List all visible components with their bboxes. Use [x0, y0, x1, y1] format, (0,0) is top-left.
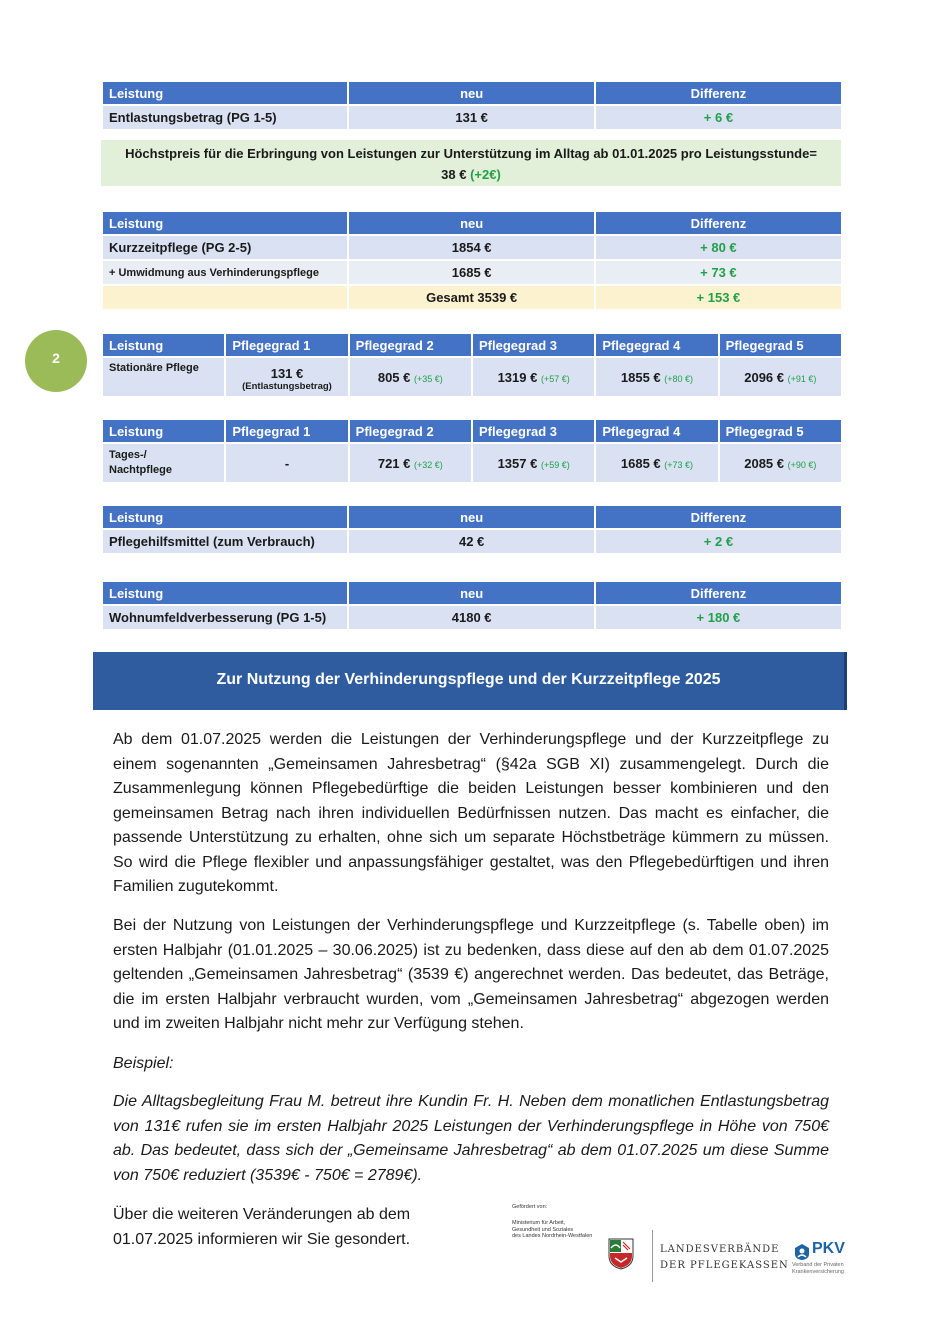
- ministry-line1: Ministerium für Arbeit,: [512, 1220, 566, 1226]
- pg2-diff: (+32 €): [414, 459, 443, 470]
- label-line2: Nachtpflege: [109, 464, 172, 476]
- table-header: [103, 82, 841, 104]
- row-value: 1685 €: [349, 261, 593, 284]
- header-differenz: Differenz: [596, 582, 841, 604]
- table-row: [103, 261, 841, 284]
- pg3-diff: (+57 €): [540, 373, 570, 384]
- pkv-subtitle: [792, 1262, 844, 1275]
- header-leistung: Leistung: [103, 506, 347, 528]
- table-row: [103, 106, 841, 129]
- notice-line1: Höchstpreis für die Erbringung von Leistungen zur Unterstützung im Alltag ab 01.01.2025 pro Leistungsstunde=: [125, 146, 817, 161]
- table-row: [103, 606, 841, 629]
- row-value: 4180 €: [349, 606, 593, 629]
- pg3-value: 1357 €: [497, 455, 538, 471]
- pg5-cell: [720, 358, 841, 396]
- pg4-value: 1855 €: [620, 369, 661, 385]
- table-header: [103, 506, 841, 528]
- row-total: Gesamt 3539 €: [349, 286, 593, 309]
- paragraph-1: Ab dem 01.07.2025 werden die Leistungen der Verhinderungspflege und der Kurzzeitpflege zu einem sogenannten „Gemeinsamen Jahresbetrag“ (§42a SGB XI) zusammengelegt. Durch die Zusammenlegung können Pflegebedürftige die beiden Leistungen besser kombinieren und den gemeinsamen Betrag nach ihren individuellen Bedürfnissen nutzen. Das macht es einfacher, die passende Unterstützung zu erhalten, ohne sich um separate Höchstbeträge kümmern zu müssen. So wird die Pflege flexibler und anpassungsfähiger gestaltet, was den Pflegebedürftigen und ihren Familien zugutekommt.: [113, 731, 829, 895]
- notice-price: 38 €: [441, 167, 471, 182]
- pg4-cell: [596, 358, 717, 396]
- pkv-logo-text: PKV: [812, 1240, 845, 1257]
- pg5-cell: [720, 444, 841, 482]
- pg2-value: 721 €: [377, 455, 411, 471]
- notice-line2: [101, 164, 841, 185]
- row-label: + Umwidmung aus Verhinderungspflege: [103, 261, 347, 284]
- pg2-cell: [350, 358, 471, 396]
- header-neu: neu: [349, 82, 593, 104]
- row-diff: + 153 €: [596, 286, 841, 309]
- table-entlastungsbetrag: [101, 80, 843, 131]
- ministry-name: [512, 1220, 592, 1240]
- header-differenz: Differenz: [596, 212, 841, 234]
- table-tages-nachtpflege: [101, 418, 843, 484]
- funded-by-label: Gefördert von:: [512, 1204, 548, 1210]
- header-pg2: Pflegegrad 2: [350, 334, 471, 356]
- row-diff: + 6 €: [596, 106, 841, 129]
- row-label: Pflegehilfsmittel (zum Verbrauch): [103, 530, 347, 553]
- landesverbaende-logo: [660, 1242, 789, 1274]
- pg3-cell: [473, 444, 594, 482]
- sponsor-logos: [512, 1200, 857, 1290]
- pg5-diff: (+90 €): [787, 459, 817, 470]
- table-row: [103, 358, 841, 396]
- header-pg5: Pflegegrad 5: [720, 420, 841, 442]
- header-pg2: Pflegegrad 2: [350, 420, 471, 442]
- header-pg3: Pflegegrad 3: [473, 334, 594, 356]
- row-value: 42 €: [349, 530, 593, 553]
- notice-diff: (+2€): [470, 167, 501, 182]
- pkv-sub1: Verband der Privaten: [792, 1262, 844, 1268]
- table-row: [103, 530, 841, 553]
- header-leistung: Leistung: [103, 82, 347, 104]
- row-diff: + 73 €: [596, 261, 841, 284]
- pg3-diff: (+59 €): [540, 459, 570, 470]
- row-diff: + 80 €: [596, 236, 841, 259]
- pg4-value: 1685 €: [620, 455, 661, 471]
- pg2-diff: (+35 €): [414, 373, 443, 384]
- header-pg1: Pflegegrad 1: [226, 420, 347, 442]
- table-row: [103, 236, 841, 259]
- header-pg4: Pflegegrad 4: [596, 420, 717, 442]
- header-differenz: Differenz: [596, 506, 841, 528]
- header-neu: neu: [349, 212, 593, 234]
- row-label: Kurzzeitpflege (PG 2-5): [103, 236, 347, 259]
- ministry-line3: des Landes Nordrhein-Westfalen: [512, 1233, 593, 1239]
- table-stationaere-pflege: [101, 332, 843, 398]
- row-label: [103, 286, 347, 309]
- page-number: 2: [25, 330, 87, 392]
- pg1-note: (Entlastungsbetrag): [242, 380, 332, 392]
- pg4-diff: (+73 €): [664, 459, 694, 470]
- header-leistung: Leistung: [103, 582, 347, 604]
- table-header: [103, 582, 841, 604]
- header-pg1: Pflegegrad 1: [226, 334, 347, 356]
- header-neu: neu: [349, 582, 593, 604]
- pkv-logo-icon: [793, 1243, 811, 1261]
- table-wohnumfeld: [101, 580, 843, 631]
- logo-divider: [652, 1230, 653, 1282]
- table-row-total: [103, 286, 841, 309]
- header-pg3: Pflegegrad 3: [473, 420, 594, 442]
- table-header: [103, 212, 841, 234]
- header-leistung: Leistung: [103, 334, 224, 356]
- table-pflegehilfsmittel: [101, 504, 843, 555]
- example-text: Die Alltagsbegleitung Frau M. betreut ihre Kundin Fr. H. Neben dem monatlichen Entlastungsbetrag von 131€ rufen sie im ersten Halbjahr 2025 Leistungen der Verhinderungspflege in Höhe von 750€ ab. Das bedeutet, dass sich der „Gemeinsame Jahresbetrag“ ab dem 01.07.2025 um diese Summe von 750€ reduziert (3539€ - 750€ = 2789€).: [113, 1093, 829, 1184]
- row-label: Stationäre Pflege: [103, 358, 224, 396]
- table-kurzzeitpflege: [101, 210, 843, 311]
- example-label: Beispiel:: [113, 1055, 174, 1072]
- table-header: [103, 334, 841, 356]
- pg3-cell: [473, 358, 594, 396]
- row-label: Entlastungsbetrag (PG 1-5): [103, 106, 347, 129]
- row-label: Wohnumfeldverbesserung (PG 1-5): [103, 606, 347, 629]
- header-neu: neu: [349, 506, 593, 528]
- lv-line2: DER PFLEGEKASSEN: [660, 1260, 789, 1271]
- pg3-value: 1319 €: [497, 369, 538, 385]
- header-leistung: Leistung: [103, 420, 224, 442]
- section-banner: Zur Nutzung der Verhinderungspflege und der Kurzzeitpflege 2025: [93, 652, 847, 710]
- pg2-value: 805 €: [377, 369, 411, 385]
- pg1-cell: [226, 358, 347, 396]
- table-row: [103, 444, 841, 482]
- ministry-line2: Gesundheit und Soziales: [512, 1226, 574, 1233]
- hoechstpreis-notice: [101, 140, 841, 186]
- pg4-diff: (+80 €): [664, 373, 694, 384]
- pg4-cell: [596, 444, 717, 482]
- pg2-cell: [350, 444, 471, 482]
- row-label: [103, 444, 224, 482]
- header-differenz: Differenz: [596, 82, 841, 104]
- closing-text: Über die weiteren Veränderungen ab dem 01.07.2025 informieren wir Sie gesondert.: [113, 1206, 411, 1248]
- pg1-value: 131 €: [270, 365, 304, 381]
- pg5-value: 2085 €: [744, 455, 784, 471]
- row-diff: + 180 €: [596, 606, 841, 629]
- nrw-coat-of-arms-icon: [608, 1238, 634, 1270]
- paragraph-2: Bei der Nutzung von Leistungen der Verhinderungspflege und Kurzzeitpflege (s. Tabelle oben) im ersten Halbjahr (01.01.2025 – 30.06.2025) ist zu bedenken, dass diese auf den ab dem 01.07.2025 geltenden „Gemeinsamen Jahresbetrag“ (3539 €) angerechnet werden. Das bedeutet, das Beträge, die im ersten Halbjahr verbraucht wurden, vom „Gemeinsamen Jahresbetrag“ abgezogen werden und im zweiten Halbjahr nicht mehr zur Verfügung stehen.: [113, 917, 829, 1032]
- pg5-value: 2096 €: [744, 369, 784, 385]
- header-leistung: Leistung: [103, 212, 347, 234]
- pg1-value: -: [226, 444, 347, 482]
- row-value: 1854 €: [349, 236, 593, 259]
- label-line1: Tages-/: [109, 449, 147, 461]
- row-diff: + 2 €: [596, 530, 841, 553]
- header-pg4: Pflegegrad 4: [596, 334, 717, 356]
- table-header: [103, 420, 841, 442]
- lv-line1: LANDESVERBÄNDE: [660, 1244, 780, 1255]
- row-value: 131 €: [349, 106, 593, 129]
- header-pg5: Pflegegrad 5: [720, 334, 841, 356]
- pkv-sub2: Krankenversicherung: [792, 1268, 844, 1275]
- pg5-diff: (+91 €): [787, 373, 817, 384]
